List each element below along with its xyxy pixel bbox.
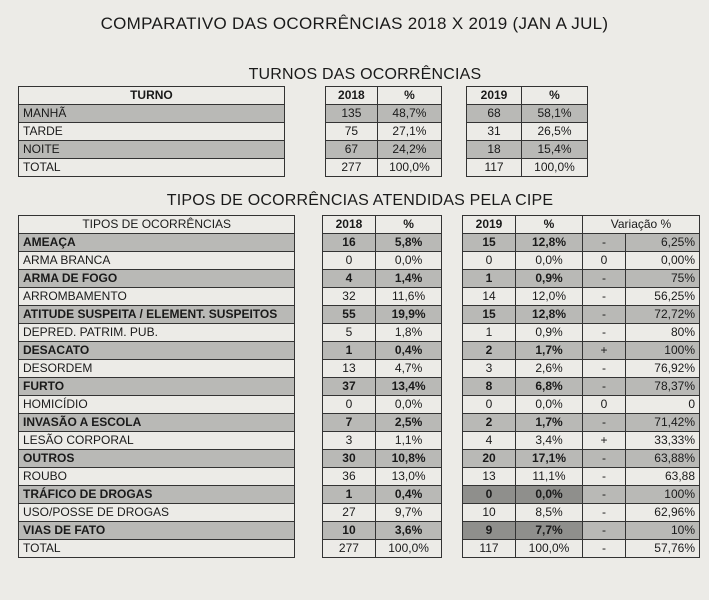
variation-value: 10% — [626, 522, 700, 540]
variation-sign: - — [583, 270, 626, 288]
tipo-label: ATITUDE SUSPEITA / ELEMENT. SUSPEITOS — [19, 306, 295, 324]
table-row — [19, 105, 442, 123]
table-row — [463, 432, 700, 450]
table-row — [463, 360, 700, 378]
tipo-label: ROUBO — [19, 468, 295, 486]
table-row — [463, 486, 700, 504]
table-row — [463, 324, 700, 342]
variation-sign: - — [583, 378, 626, 396]
value-2019: 1 — [463, 324, 516, 342]
turnos-table-2019 — [466, 86, 588, 177]
pct-2019: 0,9% — [516, 270, 583, 288]
pct-2019: 2,6% — [516, 360, 583, 378]
pct-2019: 12,8% — [516, 234, 583, 252]
table-row — [19, 270, 442, 288]
variation-value: 6,25% — [626, 234, 700, 252]
value-2018: 3 — [322, 432, 375, 450]
col-2019-tipos: 2019 — [463, 216, 516, 234]
table-row — [19, 159, 442, 177]
col-2018-tipos: 2018 — [322, 216, 375, 234]
value-2019: 20 — [463, 450, 516, 468]
value-2019: 2 — [463, 414, 516, 432]
tipo-label: USO/POSSE DE DROGAS — [19, 504, 295, 522]
pct-2019: 8,5% — [516, 504, 583, 522]
table-row — [463, 252, 700, 270]
page-title: COMPARATIVO DAS OCORRÊNCIAS 2018 X 2019 (JAN A JUL) — [100, 14, 609, 33]
table-row — [19, 306, 442, 324]
tipo-label: AMEAÇA — [19, 234, 295, 252]
value-2019: 117 — [463, 540, 516, 558]
table-row — [19, 486, 442, 504]
pct-2018: 1,4% — [376, 270, 442, 288]
variation-sign: - — [583, 522, 626, 540]
pct-2019: 17,1% — [516, 450, 583, 468]
pct-2019: 100,0% — [522, 159, 588, 177]
pct-2019: 12,0% — [516, 288, 583, 306]
variation-sign: - — [583, 540, 626, 558]
table-row — [19, 450, 442, 468]
table-row — [19, 360, 442, 378]
value-2018: 1 — [322, 342, 375, 360]
pct-2019: 3,4% — [516, 432, 583, 450]
variation-value: 78,37% — [626, 378, 700, 396]
pct-2018: 11,6% — [376, 288, 442, 306]
tipo-label: DEPRED. PATRIM. PUB. — [19, 324, 295, 342]
table-row — [467, 141, 588, 159]
col-pct-tipos: % — [376, 216, 442, 234]
pct-2018: 5,8% — [376, 234, 442, 252]
tipos-table-2019 — [462, 215, 700, 558]
tipo-label: LESÃO CORPORAL — [19, 432, 295, 450]
col-tipo: TIPOS DE OCORRÊNCIAS — [19, 216, 295, 234]
pct-2018: 48,7% — [377, 105, 441, 123]
turnos-heading: TURNOS DAS OCORRÊNCIAS — [248, 66, 482, 83]
pct-2019: 6,8% — [516, 378, 583, 396]
value-2019: 18 — [467, 141, 522, 159]
value-2019: 0 — [463, 396, 516, 414]
variation-value: 80% — [626, 324, 700, 342]
variation-sign: - — [583, 324, 626, 342]
tipo-label: HOMICÍDIO — [19, 396, 295, 414]
table-row — [463, 522, 700, 540]
tipo-label: DESORDEM — [19, 360, 295, 378]
tipo-label: ARMA BRANCA — [19, 252, 295, 270]
variation-sign: - — [583, 450, 626, 468]
tipos-heading: TIPOS DE OCORRÊNCIAS ATENDIDAS PELA CIPE — [166, 192, 554, 209]
table-row — [463, 468, 700, 486]
col-pct-2019: % — [522, 87, 588, 105]
pct-2018: 27,1% — [377, 123, 441, 141]
variation-value: 100% — [626, 486, 700, 504]
value-2019: 15 — [463, 234, 516, 252]
pct-2018: 13,4% — [376, 378, 442, 396]
col-pct-2019-tipos: % — [516, 216, 583, 234]
table-row — [467, 105, 588, 123]
value-2018: 13 — [322, 360, 375, 378]
value-2018: 277 — [322, 540, 375, 558]
table-row — [467, 123, 588, 141]
col-turno: TURNO — [19, 87, 285, 105]
variation-value: 0,00% — [626, 252, 700, 270]
value-2019: 14 — [463, 288, 516, 306]
pct-2019: 0,0% — [516, 252, 583, 270]
pct-2018: 4,7% — [376, 360, 442, 378]
col-2018: 2018 — [325, 87, 377, 105]
pct-2018: 0,0% — [376, 396, 442, 414]
variation-sign: - — [583, 360, 626, 378]
variation-value: 100% — [626, 342, 700, 360]
pct-2018: 0,4% — [376, 342, 442, 360]
tipo-label: OUTROS — [19, 450, 295, 468]
value-2018: 16 — [322, 234, 375, 252]
value-2018: 27 — [322, 504, 375, 522]
pct-2019: 12,8% — [516, 306, 583, 324]
variation-sign: + — [583, 342, 626, 360]
variation-sign: - — [583, 306, 626, 324]
tipo-label: ARROMBAMENTO — [19, 288, 295, 306]
variation-sign: - — [583, 486, 626, 504]
table-row — [19, 252, 442, 270]
variation-sign: - — [583, 468, 626, 486]
pct-2018: 100,0% — [376, 540, 442, 558]
value-2019: 8 — [463, 378, 516, 396]
pct-2018: 10,8% — [376, 450, 442, 468]
variation-sign: - — [583, 414, 626, 432]
value-2019: 13 — [463, 468, 516, 486]
table-row — [19, 396, 442, 414]
variation-value: 63,88% — [626, 450, 700, 468]
tipo-label: FURTO — [19, 378, 295, 396]
value-2018: 55 — [322, 306, 375, 324]
pct-2018: 3,6% — [376, 522, 442, 540]
table-row — [463, 378, 700, 396]
table-row — [463, 342, 700, 360]
value-2019: 31 — [467, 123, 522, 141]
value-2019: 15 — [463, 306, 516, 324]
pct-2019: 1,7% — [516, 414, 583, 432]
value-2019: 4 — [463, 432, 516, 450]
value-2019: 2 — [463, 342, 516, 360]
variation-value: 56,25% — [626, 288, 700, 306]
table-row — [19, 522, 442, 540]
value-2019: 68 — [467, 105, 522, 123]
pct-2019: 1,7% — [516, 342, 583, 360]
pct-2018: 0,0% — [376, 252, 442, 270]
pct-2018: 2,5% — [376, 414, 442, 432]
value-2019: 9 — [463, 522, 516, 540]
pct-2019: 58,1% — [522, 105, 588, 123]
variation-value: 33,33% — [626, 432, 700, 450]
turno-label: MANHÃ — [19, 105, 285, 123]
table-row — [19, 432, 442, 450]
table-row — [463, 414, 700, 432]
table-row — [463, 450, 700, 468]
turnos-table-2018 — [18, 86, 442, 177]
table-row — [19, 123, 442, 141]
value-2018: 75 — [325, 123, 377, 141]
tipo-label: VIAS DE FATO — [19, 522, 295, 540]
pct-2018: 19,9% — [376, 306, 442, 324]
pct-2018: 1,8% — [376, 324, 442, 342]
variation-sign: 0 — [583, 396, 626, 414]
variation-value: 62,96% — [626, 504, 700, 522]
tipo-label: DESACATO — [19, 342, 295, 360]
pct-2018: 24,2% — [377, 141, 441, 159]
value-2018: 4 — [322, 270, 375, 288]
pct-2019: 0,0% — [516, 396, 583, 414]
pct-2019: 15,4% — [522, 141, 588, 159]
value-2018: 10 — [322, 522, 375, 540]
value-2019: 3 — [463, 360, 516, 378]
col-2019: 2019 — [467, 87, 522, 105]
value-2018: 135 — [325, 105, 377, 123]
pct-2018: 1,1% — [376, 432, 442, 450]
pct-2019: 26,5% — [522, 123, 588, 141]
col-pct: % — [377, 87, 441, 105]
value-2019: 1 — [463, 270, 516, 288]
turno-label: NOITE — [19, 141, 285, 159]
tipo-label: ARMA DE FOGO — [19, 270, 295, 288]
variation-value: 57,76% — [626, 540, 700, 558]
variation-value: 71,42% — [626, 414, 700, 432]
variation-value: 72,72% — [626, 306, 700, 324]
value-2019: 0 — [463, 486, 516, 504]
table-row — [463, 540, 700, 558]
value-2018: 67 — [325, 141, 377, 159]
table-row — [463, 504, 700, 522]
value-2019: 10 — [463, 504, 516, 522]
value-2018: 1 — [322, 486, 375, 504]
value-2018: 0 — [322, 396, 375, 414]
value-2019: 0 — [463, 252, 516, 270]
pct-2019: 100,0% — [516, 540, 583, 558]
value-2018: 30 — [322, 450, 375, 468]
table-row — [19, 288, 442, 306]
table-row — [19, 141, 442, 159]
table-row — [463, 396, 700, 414]
variation-sign: - — [583, 234, 626, 252]
pct-2019: 0,9% — [516, 324, 583, 342]
value-2018: 0 — [322, 252, 375, 270]
table-row — [19, 540, 442, 558]
pct-2019: 0,0% — [516, 486, 583, 504]
table-row — [467, 159, 588, 177]
pct-2019: 7,7% — [516, 522, 583, 540]
value-2018: 32 — [322, 288, 375, 306]
table-row — [463, 288, 700, 306]
value-2018: 37 — [322, 378, 375, 396]
pct-2019: 11,1% — [516, 468, 583, 486]
table-row — [19, 468, 442, 486]
table-row — [19, 342, 442, 360]
pct-2018: 13,0% — [376, 468, 442, 486]
variation-sign: - — [583, 288, 626, 306]
pct-2018: 0,4% — [376, 486, 442, 504]
pct-2018: 9,7% — [376, 504, 442, 522]
table-row — [463, 306, 700, 324]
table-row — [463, 270, 700, 288]
tipo-label: TOTAL — [19, 540, 295, 558]
value-2018: 36 — [322, 468, 375, 486]
turno-label: TARDE — [19, 123, 285, 141]
value-2019: 117 — [467, 159, 522, 177]
table-row — [19, 504, 442, 522]
pct-2018: 100,0% — [377, 159, 441, 177]
tipos-table-2018 — [18, 215, 442, 558]
tipo-label: TRÁFICO DE DROGAS — [19, 486, 295, 504]
variation-value: 0 — [626, 396, 700, 414]
table-row — [19, 414, 442, 432]
variation-value: 75% — [626, 270, 700, 288]
variation-value: 63,88 — [626, 468, 700, 486]
table-row — [19, 234, 442, 252]
value-2018: 277 — [325, 159, 377, 177]
variation-sign: 0 — [583, 252, 626, 270]
variation-value: 76,92% — [626, 360, 700, 378]
value-2018: 7 — [322, 414, 375, 432]
table-row — [19, 378, 442, 396]
variation-sign: - — [583, 504, 626, 522]
tipo-label: INVASÃO A ESCOLA — [19, 414, 295, 432]
variation-sign: + — [583, 432, 626, 450]
col-variacao: Variação % — [583, 216, 700, 234]
table-row — [463, 234, 700, 252]
turno-label: TOTAL — [19, 159, 285, 177]
table-row — [19, 324, 442, 342]
value-2018: 5 — [322, 324, 375, 342]
